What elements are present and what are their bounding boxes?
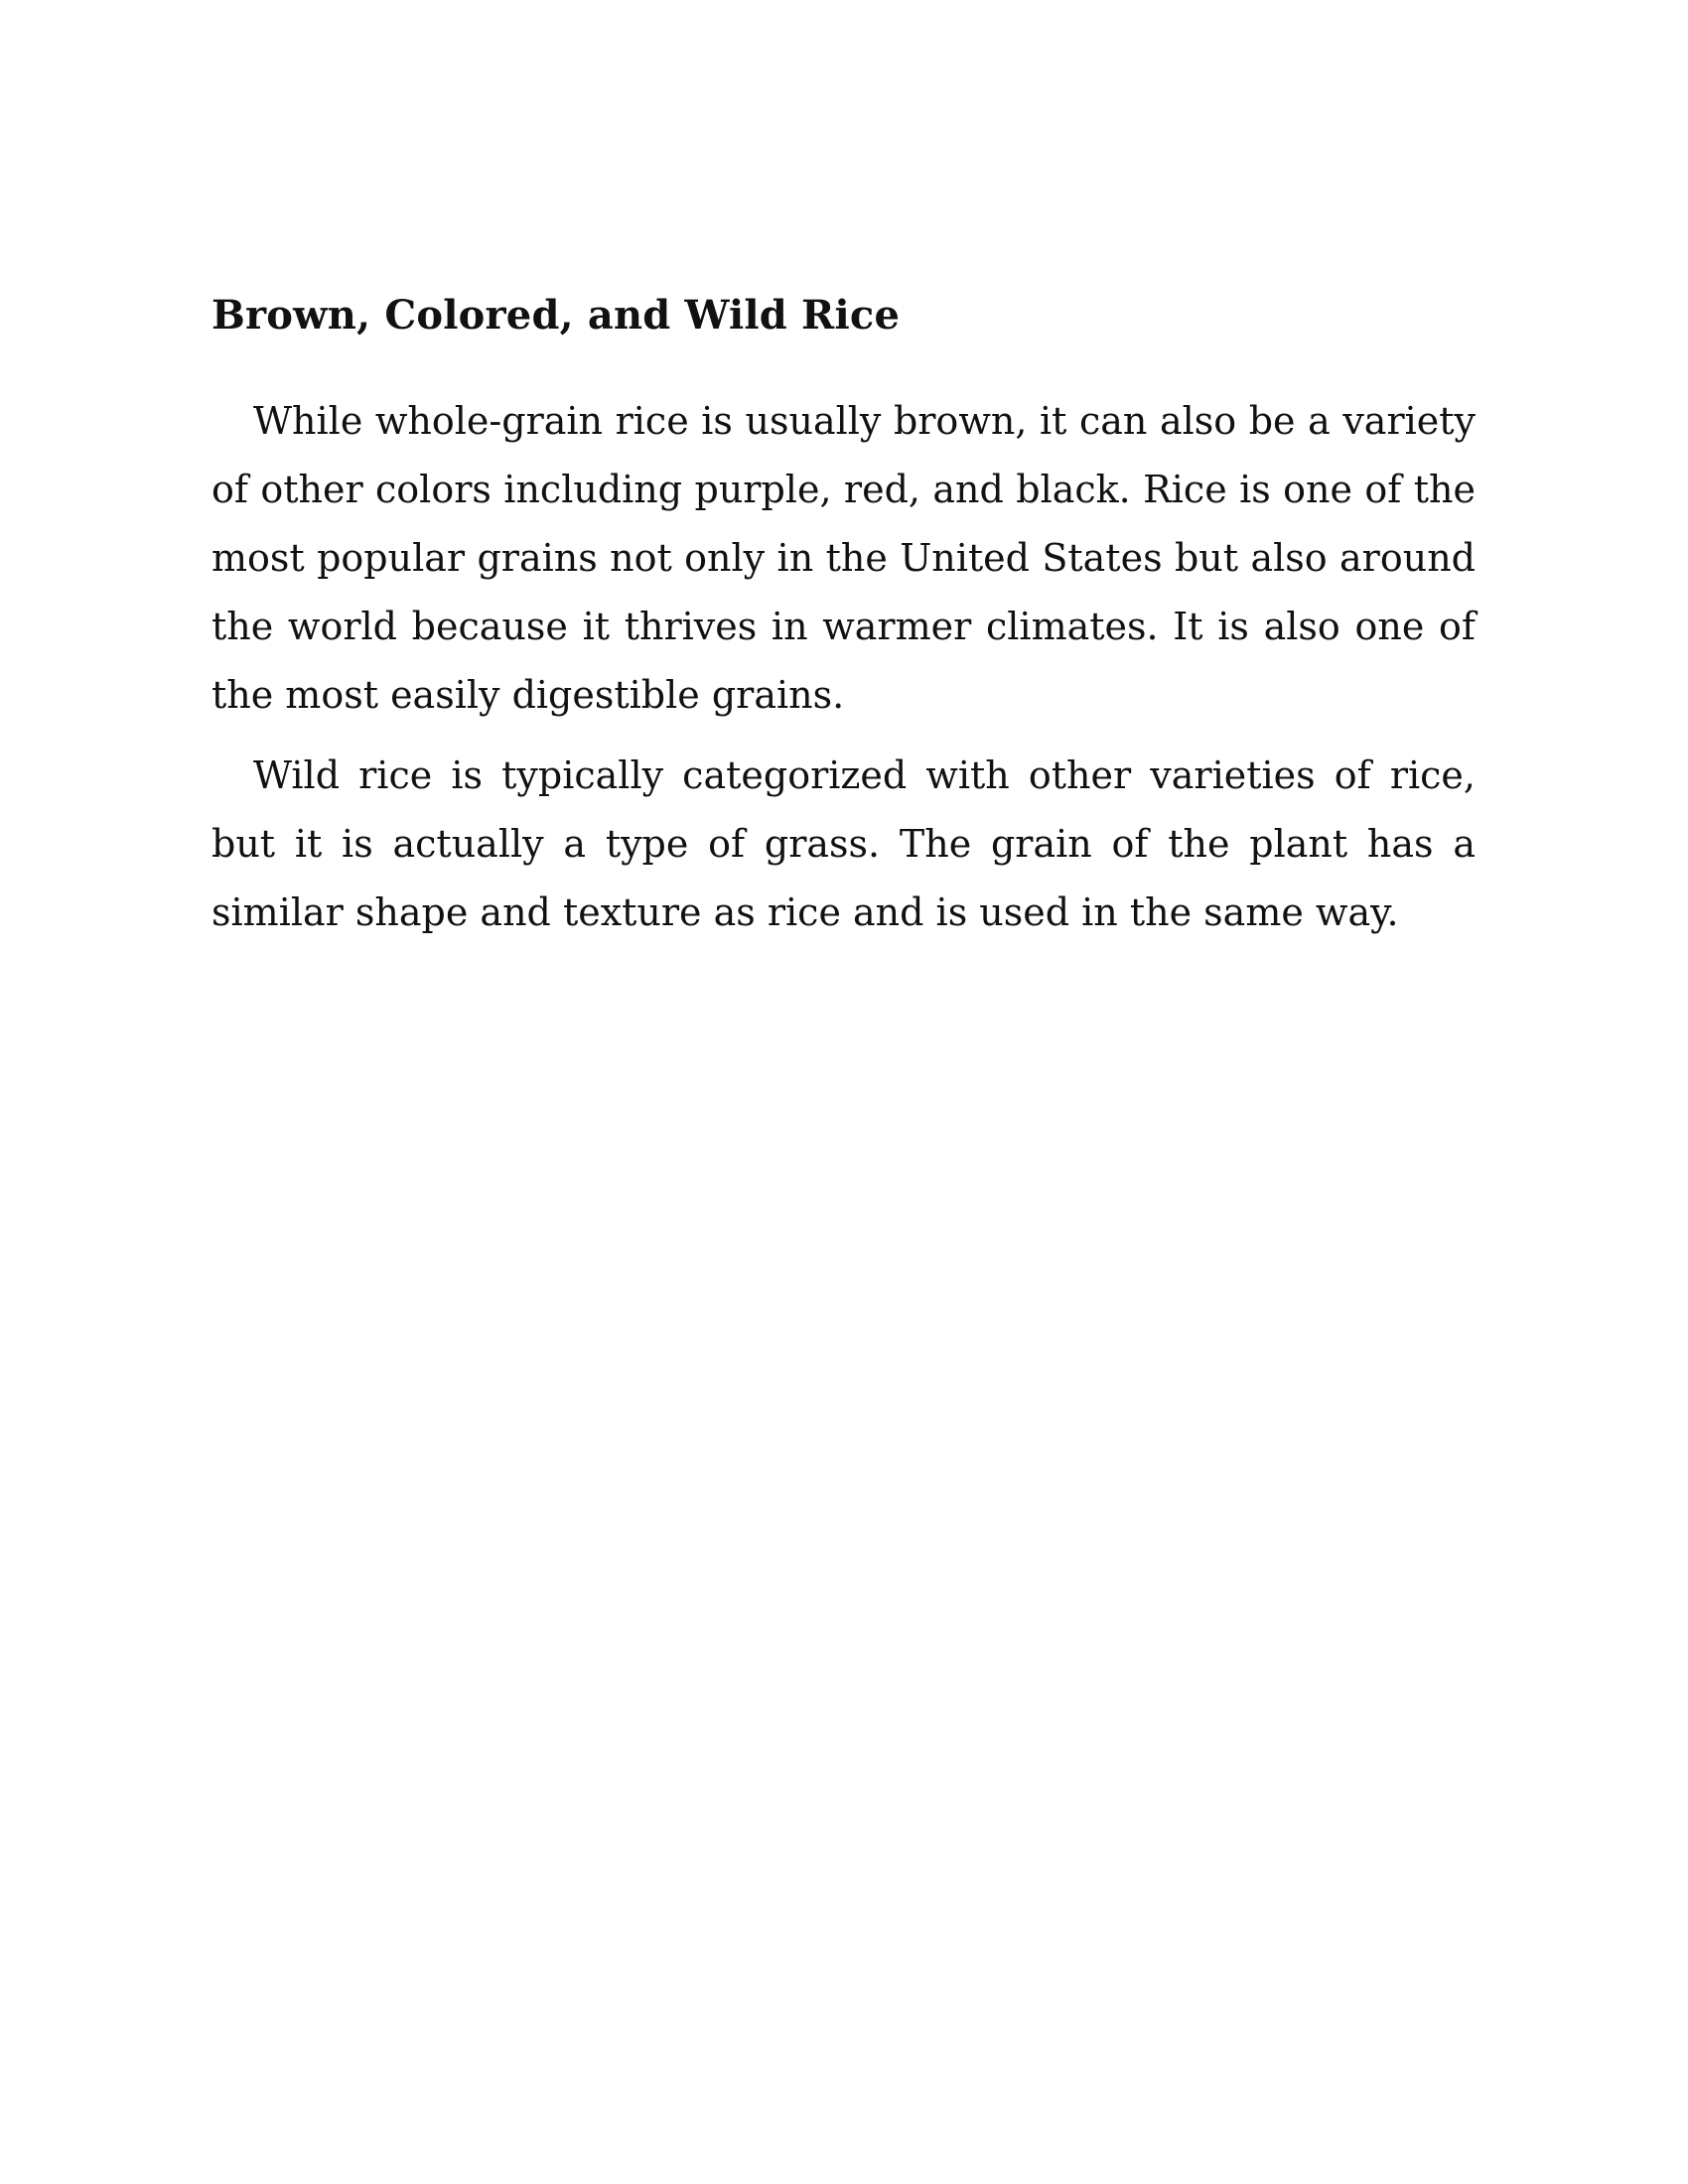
section-heading: Brown, Colored, and Wild Rice bbox=[211, 292, 901, 339]
page-content bbox=[211, 288, 1476, 959]
body-paragraph: Wild rice is typically categorized with other varieties of rice, but it is actually a type of grass. The grain of the plant has a similar shape and texture as rice and is used in the same way. bbox=[211, 753, 1476, 934]
body-paragraph: While whole-grain rice is usually brown, it can also be a variety of other colors including purple, red, and black. Rice is one of the most popular grains not only in the United States but also around the world because it thrives in warmer climates. It is also one of the most easily digestible grains. bbox=[211, 399, 1476, 717]
